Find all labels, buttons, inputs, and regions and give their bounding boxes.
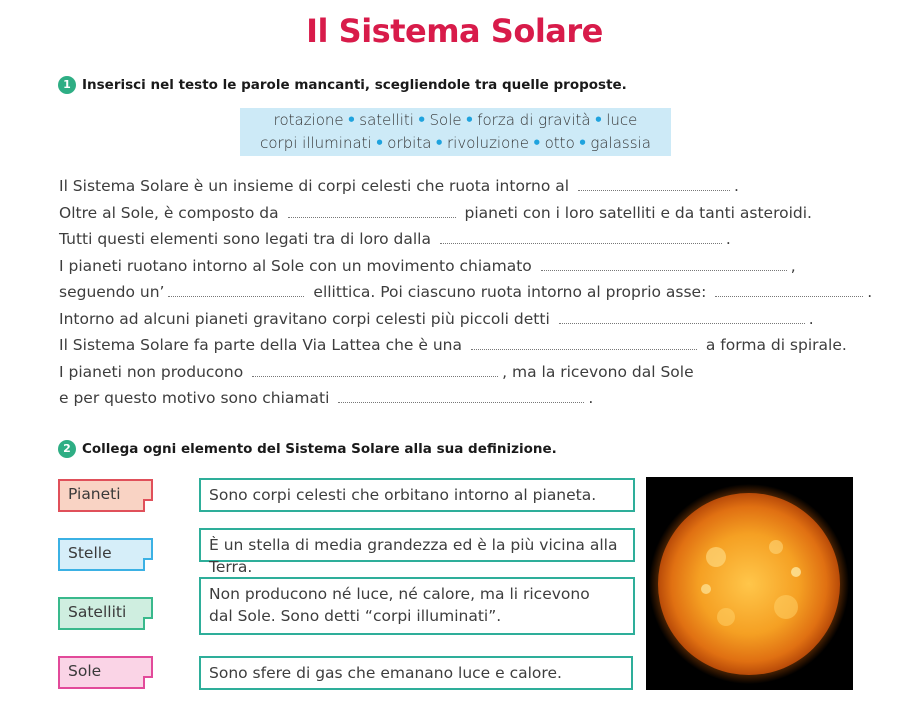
definition-box[interactable]: [199, 478, 635, 512]
word-bank: [240, 108, 671, 156]
word-option: galassia: [590, 134, 651, 152]
sun-icon: [646, 477, 853, 690]
text-segment: , ma la ricevono dal Sole: [502, 362, 694, 381]
term-label: Sole: [68, 662, 102, 680]
term-satelliti[interactable]: [58, 597, 152, 629]
definition-text: Non producono né luce, né calore, ma li ricevono: [209, 585, 590, 603]
text-line: [59, 332, 859, 359]
text-segment: seguendo un’: [59, 283, 165, 301]
text-segment: Oltre al Sole, è composto da: [59, 203, 279, 222]
term-stelle[interactable]: [58, 538, 152, 570]
fill-in-text: [59, 173, 873, 412]
word-option: orbita: [387, 134, 432, 152]
text-segment: .: [867, 283, 873, 301]
page-title: Il Sistema Solare: [306, 12, 603, 50]
text-segment: I pianeti non producono: [59, 362, 244, 381]
text-segment: ellittica. Poi ciascuno ruota intorno al proprio asse:: [313, 283, 707, 301]
text-line: [59, 200, 859, 227]
word-option: rivoluzione: [447, 134, 530, 152]
term-sole[interactable]: [58, 656, 152, 688]
bullet-icon: •: [464, 111, 475, 129]
exercise-instruction: Collega ogni elemento del Sistema Solare alla sua definizione.: [82, 441, 557, 457]
text-segment: a forma di spirale.: [705, 336, 847, 354]
term-label: Stelle: [68, 544, 112, 562]
exercise-1-header: [58, 76, 627, 94]
bullet-icon: •: [593, 111, 604, 129]
text-line: [59, 279, 873, 306]
exercise-2-header: [58, 440, 557, 458]
word-option: satelliti: [359, 111, 414, 129]
word-option: forza di gravità: [477, 111, 591, 129]
blank-field[interactable]: [541, 254, 787, 271]
definition-box[interactable]: [199, 528, 635, 576]
definition-box[interactable]: [199, 577, 635, 635]
bullet-icon: •: [434, 134, 444, 152]
blank-field[interactable]: [288, 201, 456, 218]
term-label: Pianeti: [68, 485, 121, 503]
word-option: Sole: [429, 111, 462, 129]
blank-field[interactable]: [471, 333, 697, 350]
term-label: Satelliti: [68, 603, 127, 621]
word-option: corpi illuminati: [260, 134, 372, 152]
blank-field[interactable]: [252, 360, 498, 377]
text-segment: Il Sistema Solare è un insieme di corpi celesti che ruota intorno al: [59, 177, 570, 195]
blank-field[interactable]: [559, 307, 805, 324]
text-line: [59, 226, 859, 253]
bullet-icon: •: [532, 134, 542, 152]
definition-box[interactable]: [199, 656, 633, 690]
blank-field[interactable]: [440, 227, 722, 244]
definition-text: Sono corpi celesti che orbitano intorno al pianeta.: [209, 486, 597, 504]
bullet-icon: •: [346, 111, 357, 129]
sun-photo: [646, 477, 853, 690]
blank-field[interactable]: [168, 280, 304, 297]
blank-field[interactable]: [715, 280, 863, 297]
exercise-instruction: Inserisci nel testo le parole mancanti, scegliendole tra quelle proposte.: [82, 77, 627, 93]
word-option: rotazione: [273, 111, 344, 129]
text-line: [59, 173, 859, 200]
text-segment: .: [588, 389, 594, 407]
exercise-number-badge: 2: [58, 440, 76, 458]
text-segment: Tutti questi elementi sono legati tra di loro dalla: [59, 230, 431, 248]
definition-text: Sono sfere di gas che emanano luce e calore.: [209, 664, 562, 682]
bullet-icon: •: [416, 111, 427, 129]
text-segment: e per questo motivo sono chiamati: [59, 389, 330, 407]
text-segment: Intorno ad alcuni pianeti gravitano corpi celesti più piccoli detti: [59, 309, 550, 328]
term-pianeti[interactable]: [58, 479, 152, 511]
exercise-number-badge: 1: [58, 76, 76, 94]
word-option: otto: [544, 134, 575, 152]
text-segment: .: [734, 177, 739, 195]
word-option: luce: [606, 111, 638, 129]
definition-text: È un stella di media grandezza ed è la più vicina alla Terra.: [209, 536, 618, 576]
bullet-icon: •: [374, 134, 385, 152]
text-segment: .: [725, 230, 731, 248]
text-line: [59, 253, 859, 280]
text-line: [59, 385, 859, 412]
blank-field[interactable]: [578, 174, 730, 191]
text-line: [59, 306, 859, 333]
text-segment: I pianeti ruotano intorno al Sole con un movimento chiamato: [59, 256, 532, 275]
word-bank-row: [240, 108, 671, 132]
text-segment: ,: [790, 256, 796, 275]
definition-text: dal Sole. Sono detti “corpi illuminati”.: [209, 607, 502, 625]
bullet-icon: •: [577, 134, 588, 152]
word-bank-row: [240, 132, 671, 155]
text-line: [59, 359, 859, 386]
text-segment: .: [808, 309, 814, 328]
text-segment: pianeti con i loro satelliti e da tanti asteroidi.: [464, 203, 812, 222]
blank-field[interactable]: [338, 386, 584, 403]
text-segment: Il Sistema Solare fa parte della Via Lattea che è una: [59, 336, 462, 354]
